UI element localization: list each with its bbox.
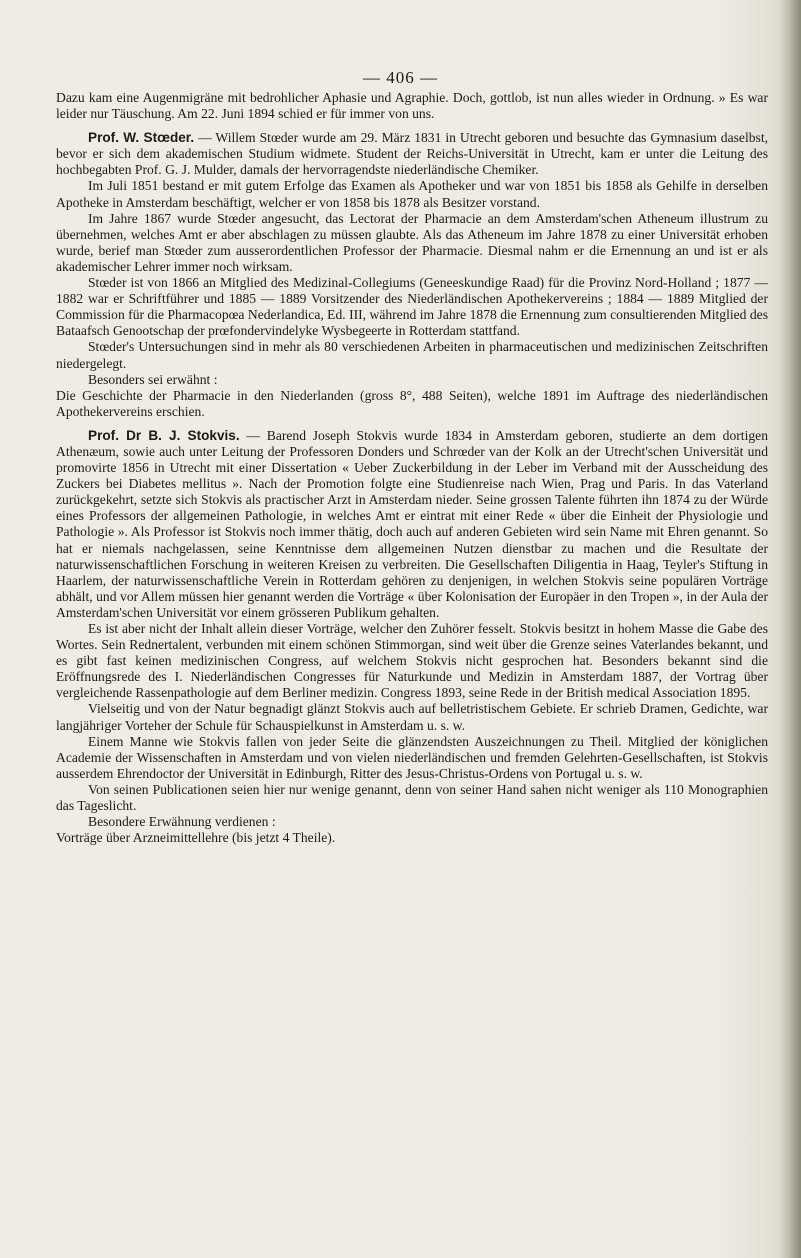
paragraph: Dazu kam eine Augenmigräne mit bedrohlicher Aphasie und Agraphie. Doch, gottlob, ist nun alles wieder in Ordnung. » Es war leider nur Täuschung. Am 22. Juni 1894 schied er für immer von uns. xyxy=(56,90,768,122)
page-number: — 406 — xyxy=(363,68,438,87)
biography-entry-stokvis xyxy=(56,428,768,621)
paragraph: Vorträge über Arzneimittellehre (bis jetzt 4 Theile). xyxy=(56,830,336,846)
biography-entry-stoeder xyxy=(56,130,768,178)
paragraph: Stœder ist von 1866 an Mitglied des Medizinal-Collegiums (Geneeskundige Raad) für die Provinz Nord-Holland ; 1877 — 1882 war er Schriftführer und 1885 — 1889 Vorsitzender des Niederländischen Apothekervereins ; 1884 — 1889 Mitglied der Commission für die Pharmacopœa Nederlandica, Ed. III, während im Jahre 1878 die Ernennung zum consultierenden Mitglied des Bataafsch Genootschap der prœfondervindelyke Wysbegeerte in Rotterdam stattfand. xyxy=(56,275,768,339)
paragraph: Die Geschichte der Pharmacie in den Niederlanden (gross 8°, 488 Seiten), welche 1891 im Auftrage des niederländischen Apothekervereins erschien. xyxy=(56,387,768,419)
paragraph: Im Jahre 1867 wurde Stœder angesucht, das Lectorat der Pharmacie an dem Amsterdam'schen Atheneum illustrum zu übernehmen, welches Amt er aber abschlagen zu müssen glaubte. Als das Atheneum im Jahre 1878 zu einer Universität erhoben wurde, berief man Stœder zum ausserordentlichen Professor der Pharmacie. Diesmal nahm er die Ernennung an und ist er als akademischer Lehrer immer noch wirksam. xyxy=(56,210,768,274)
paragraph: Besonders sei erwähnt : xyxy=(88,371,218,387)
paragraph: Im Juli 1851 bestand er mit gutem Erfolge das Examen als Apotheker und war von 1851 bis 1858 als Gehilfe in derselben Apotheke in Amsterdam beschäftigt, welcher er von 1858 bis 1878 als Besitzer vorstand. xyxy=(56,178,768,210)
paragraph-text: — Willem Stœder wurde am 29. März 1831 in Utrecht geboren und besuchte das Gymnasium daselbst, bevor er sich dem akademischen Studium widmete. Student der Reichs-Universität in Utrecht, kam er unter die Leitung des hochbegabten Prof. G. J. Mulder, damals der hervorragendste niederländische Chemiker. xyxy=(56,130,768,178)
paragraph: Es ist aber nicht der Inhalt allein dieser Vorträge, welcher den Zuhörer fesselt. Stokvis besitzt in hohem Masse die Gabe des Wortes. Sein Rednertalent, verbunden mit einem schönen Stimmorgan, sind weit über die Grenze seines Vaterlandes bekannt, und es gibt fast keinen medizinischen Congress, auf welchem Stokvis nicht gesprochen hat. Besonders bekannt sind die Eröffnungsrede des I. Niederländischen Congresses für Naturkunde und Medizin in Amsterdam 1887, der Vortrag über vergleichende Rassenpathologie auf dem Berliner medizin. Congress 1893, seine Rede in der British medical Association 1895. xyxy=(56,621,768,701)
person-name: Prof. W. Stœder. xyxy=(88,130,195,146)
paragraph: Stœder's Untersuchungen sind in mehr als 80 verschiedenen Arbeiten in pharmaceutischen und medizinischen Zeitschriften niedergelegt. xyxy=(56,339,768,371)
binding-shadow xyxy=(779,0,801,1258)
body-text xyxy=(56,90,768,846)
paragraph: Vielseitig und von der Natur begnadigt glänzt Stokvis auch auf belletristischem Gebiete. Er schrieb Dramen, Gedichte, war langjähriger Vorteher der Schule für Schauspielkunst in Amsterdam u. s. w. xyxy=(56,701,768,733)
paragraph: Besondere Erwähnung verdienen : xyxy=(88,814,276,830)
paragraph: Von seinen Publicationen seien hier nur wenige genannt, denn von seiner Hand sahen nicht weniger als 110 Monographien das Tageslicht. xyxy=(56,781,768,814)
paragraph-text: — Barend Joseph Stokvis wurde 1834 in Amsterdam geboren, studierte an dem dortigen Athenæum, sowie auch unter Leitung der Professoren Donders und Schrœder van der Kolk an der Utrecht'schen Universität und promovirte 1856 in Utrecht mit einer Dissertation « Ueber Zuckerbildung in der Leber im Verband mit der Ausscheidung des Zuckers bei Diabetes mellitus ». Nach der Promotion folgte eine Studienreise nach Wien, Prag und Paris. In das Vaterland zurückgekehrt, setzte sich Stokvis als practischer Arzt in Amsterdam nieder. Seine grossen Talente führten ihn 1874 zu der Würde eines Professors der allgemeinen Pathologie, in welches Amt er eintrat mit einer Rede « über die Einheit der Physiologie und Pathologie ». Als Professor ist Stokvis noch immer thätig, doch auch auf anderen Gebieten wird sein Name mit Ehren genannt. So hat er niemals nachgelassen, seine Kenntnisse dem allgemeinen Nutzen dienstbar zu machen und die Resultate der naturwissenschaftlichen Forschung in weiteren Kreisen zu verbreiten. Die Gesellschaften Diligentia in Haag, Teyler's Stiftung in Haarlem, der naturwissenschaftliche Verein in Rotterdam gehören zu denjenigen, in welchen Stokvis seine populären Vorträge abhält, und vor Allem müssen hier genannt werden die Vorträge « über Kolonisation der Europäer in den Tropen », in der Aula der Amsterdam'schen Universität vor einem grösseren Publikum gehalten. xyxy=(56,427,768,620)
person-name: Prof. Dr B. J. Stokvis. xyxy=(88,427,240,443)
paragraph: Einem Manne wie Stokvis fallen von jeder Seite die glänzendsten Auszeichnungen zu Theil. Mitglied der königlichen Academie der Wissenschaften in Amsterdam und von vielen niederländischen und fremden Gelehrten-Gesellschaften, ist Stokvis ausserdem Ehrendoctor der Universität in Edinburgh, Ritter des Jesus-Christus-Ordens von Portugal u. s. w. xyxy=(56,733,768,781)
